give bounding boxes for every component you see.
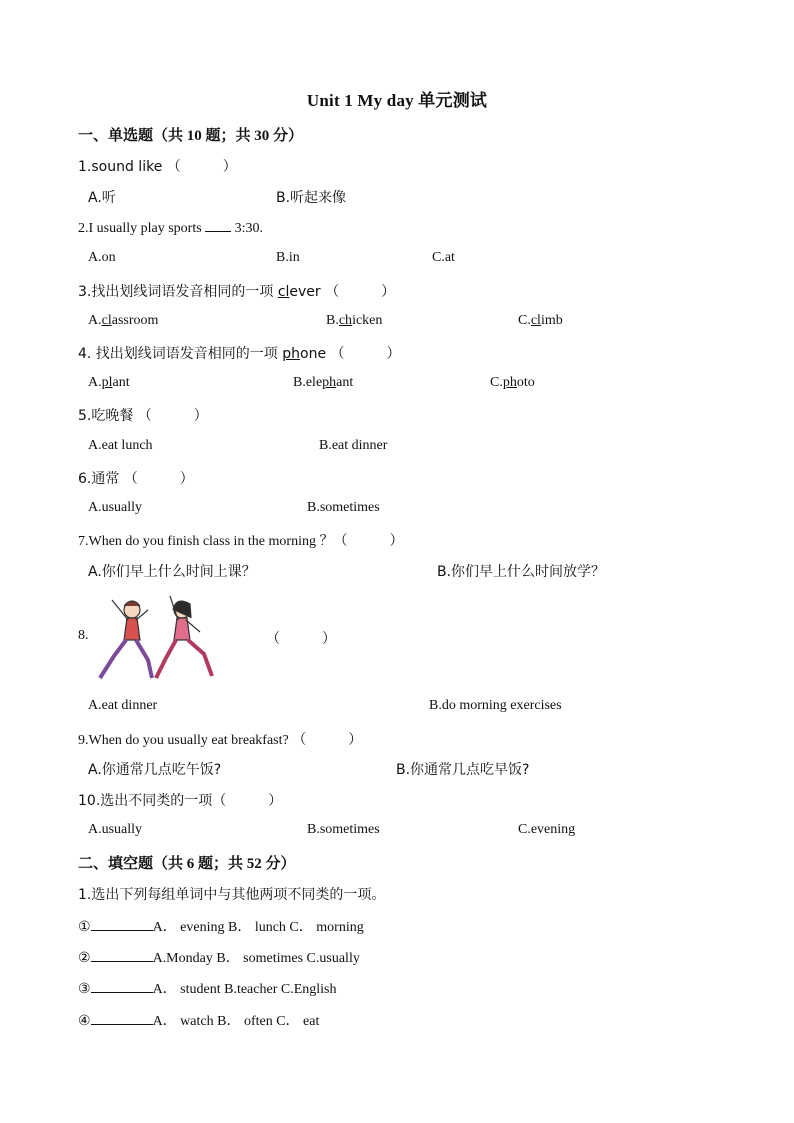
fill-question-1-stem: 1.选出下列每组单词中与其他两项不同类的一项。: [78, 887, 386, 903]
fill-item-4: ④ A． watch B． often C． eat: [78, 1014, 320, 1029]
fill-item-2: ② A.Monday B． sometimes C.usually: [78, 951, 360, 966]
question-6-option-a: A.usually: [88, 500, 143, 515]
fill-item-3: ③ A． student B.teacher C.English: [78, 982, 337, 997]
question-7-stem: 7.When do you finish class in the morning ？（ ）: [78, 534, 404, 549]
question-10-option-b: B.sometimes: [307, 822, 380, 837]
question-8-option-a: A.eat dinner: [88, 698, 158, 713]
question-8-option-b: B.do morning exercises: [429, 698, 562, 713]
question-2-stem: [78, 219, 263, 237]
question-3-word-rest: ever （ ）: [289, 284, 396, 300]
question-3-underlined: cl: [277, 284, 290, 300]
question-4-option-b: B.elephant: [293, 375, 354, 390]
answer-blank[interactable]: [91, 918, 153, 931]
question-9-stem: 9.When do you usually eat breakfast? （ ）: [78, 733, 363, 748]
question-3-option-c: C.climb: [518, 313, 563, 328]
question-3-option-b: B.chicken: [326, 313, 383, 328]
question-2-option-c: C.at: [432, 250, 455, 265]
question-3-stem: [78, 281, 395, 301]
page-title: Unit 1 My day 单元测试: [306, 91, 488, 110]
question-3-stem-text: 3.找出划线词语发音相同的一项: [78, 284, 278, 300]
question-2-blank: [205, 219, 231, 232]
question-9-option-b: B.你通常几点吃早饭?: [396, 762, 530, 778]
question-4-stem-text: 4. 找出划线词语发音相同的一项: [78, 346, 283, 362]
question-10-option-c: C.evening: [518, 822, 576, 837]
question-1-stem: 1.sound like （ ）: [78, 159, 237, 175]
answer-blank[interactable]: [91, 949, 153, 962]
question-8-stem: 8.: [78, 628, 89, 643]
question-7-option-a: A.你们早上什么时间上课？: [88, 564, 256, 580]
fill-item-1: ① A． evening B． lunch C． morning: [78, 920, 364, 935]
question-4-option-a: A.plant: [88, 375, 130, 390]
question-5-option-b: B.eat dinner: [319, 438, 388, 453]
section-heading-fill-in: 二、填空题（共 6 题；共 52 分）: [78, 856, 296, 872]
question-6-stem: 6.通常 （ ）: [78, 471, 194, 487]
question-4-underlined: ph: [282, 346, 301, 362]
question-3-option-a: A.classroom: [88, 313, 159, 328]
question-8-answer-paren: （ ）: [266, 632, 336, 647]
answer-blank[interactable]: [91, 980, 153, 993]
question-10-stem: 10.选出不同类的一项（ ）: [78, 793, 283, 809]
question-1-option-a: A.听: [88, 190, 116, 206]
question-5-option-a: A.eat lunch: [88, 438, 153, 453]
question-4-option-c: C.photo: [490, 375, 535, 390]
question-9-option-a: A.你通常几点吃午饭?: [88, 762, 222, 778]
question-4-stem: [78, 343, 401, 363]
section-heading-single-choice: 一、单选题（共 10 题；共 30 分）: [78, 128, 304, 144]
question-1-option-b: B.听起来像: [276, 190, 347, 206]
question-2-option-b: B.in: [276, 250, 300, 265]
two-girls-exercising-illustration-icon: [90, 588, 220, 684]
answer-blank[interactable]: [91, 1012, 153, 1025]
question-5-stem: 5.吃晚餐 （ ）: [78, 408, 208, 424]
question-2-stem-pre: 2.I usually play sports: [78, 221, 206, 236]
question-4-word-rest: one （ ）: [300, 346, 401, 362]
question-2-option-a: A.on: [88, 250, 116, 265]
question-10-option-a: A.usually: [88, 822, 143, 837]
question-6-option-b: B.sometimes: [307, 500, 380, 515]
question-7-option-b: B.你们早上什么时间放学？: [437, 564, 606, 580]
question-2-stem-post: 3:30.: [231, 221, 264, 236]
